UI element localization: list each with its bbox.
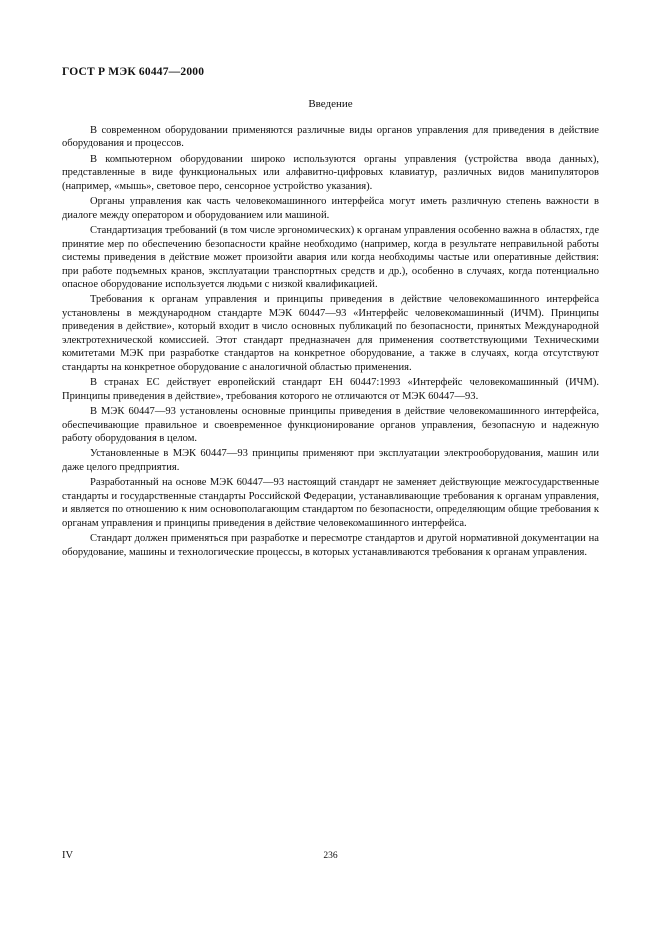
roman-page-marker: IV [62, 850, 74, 861]
page-number: 236 [323, 851, 338, 861]
paragraph: Стандарт должен применяться при разработке и пересмотре стандартов и другой нормативной документации на оборудование, машины и технологические процессы, в которых устанавливаются требования к органам управления. [62, 533, 599, 558]
paragraph: Требования к органам управления и принципы приведения в действие человекомашинного интерфейса установлены в международном стандарте МЭК 60447—93 «Интерфейс человекомашинный (ИЧМ). Принципы приведения в действие», который входит в число основных публикаций по безопасности, принятых Международной электротехнической комиссией. Этот стандарт предназначен для применения соответствующими Техническими комитетами МЭК при разработке стандартов на конкретное оборудование, а также в случаях, когда отсутствуют стандарты на конкретное оборудование с аналогичной областью применения. [62, 294, 599, 373]
paragraph: В странах ЕС действует европейский стандарт ЕН 60447:1993 «Интерфейс человекомашинный (ИЧМ). Принципы приведения в действие», требования которого не отличаются от МЭК 60447—93. [62, 377, 599, 402]
paragraph: Стандартизация требований (в том числе эргономических) к органам управления особенно важна в областях, где принятие мер по обеспечению безопасности крайне необходимо (например, когда в результате неправильной работы системы приведения в действие может произойти авария или когда необходимы частые или оперативные действия: при работе подъемных кранов, эксплуатации транспортных средств и др.), особенно в случаях, когда потенциально опасное оборудование используется людьми с низкой квалификацией. [62, 225, 600, 290]
document-body [62, 124, 599, 561]
paragraph: Органы управления как часть человекомашинного интерфейса могут иметь различную степень важности в диалоге между оператором и оборудованием или машиной. [62, 196, 599, 221]
section-title: Введение [308, 98, 353, 110]
paragraph: В МЭК 60447—93 установлены основные принципы приведения в действие человекомашинного интерфейса, обеспечивающие правильное и своевременное функционирование органов управления, безопасную и надежную работу оборудования в целом. [62, 406, 599, 444]
paragraph: В современном оборудовании применяются различные виды органов управления для приведения в действие оборудования и процессов. [62, 125, 599, 150]
document-code: ГОСТ Р МЭК 60447—2000 [62, 66, 205, 78]
paragraph: Разработанный на основе МЭК 60447—93 настоящий стандарт не заменяет действующие межгосударственные стандарты и государственные стандарты Российской Федерации, устанавливающие требования к органам управления, и является по отношению к ним основополагающим стандартом по безопасности, определяющим общие требования к органам управления и принципы приведения в действие человекомашинного интерфейса. [62, 477, 599, 529]
paragraph: Установленные в МЭК 60447—93 принципы применяют при эксплуатации электрооборудования, машин или даже целого предприятия. [62, 448, 599, 473]
paragraph: В компьютерном оборудовании широко используются органы управления (устройства ввода данных), представленные в виде функциональных или алфавитно-цифровых клавиатур, различных видов манипуляторов (например, «мышь», световое перо, сенсорное устройство указания). [62, 153, 599, 192]
